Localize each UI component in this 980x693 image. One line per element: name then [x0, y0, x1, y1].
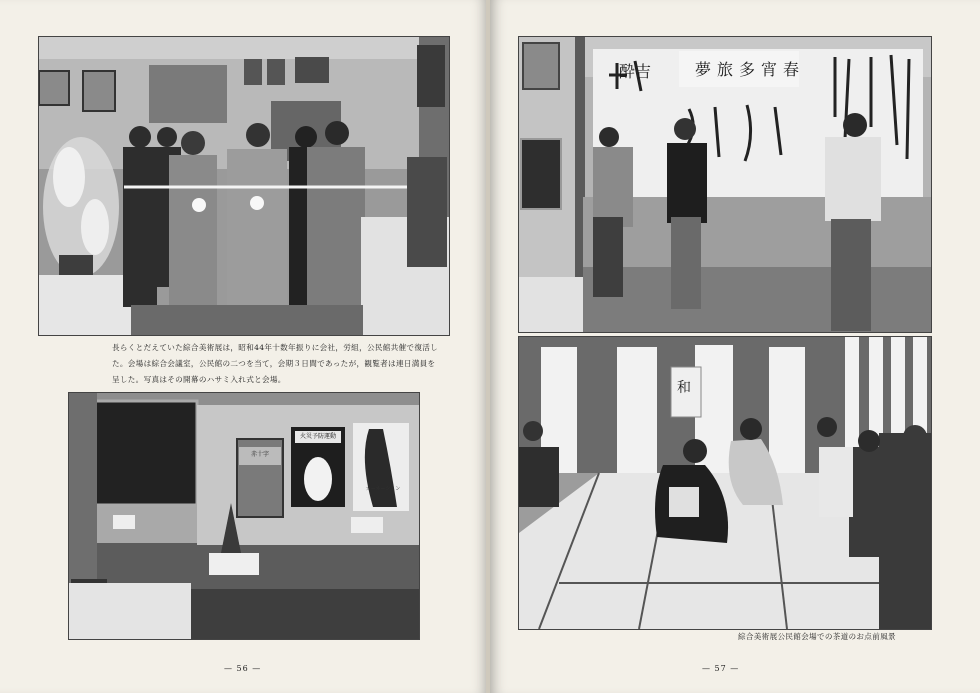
- photo-calligraphy-exhibit: [518, 36, 932, 333]
- poster-text-fire: 火災予防運動: [299, 433, 336, 440]
- page-number-left: — 56 —: [224, 664, 262, 673]
- photo-ribbon-cutting: [38, 36, 450, 336]
- poster-text-carnation: カーネーション: [365, 486, 401, 492]
- photo-exhibition-hall: [68, 392, 420, 640]
- scroll-text: 和: [677, 380, 691, 396]
- calligraphy-text-1: 酔吉: [619, 62, 652, 81]
- left-caption: 長らくとだえていた綜合美術展は，昭和44年十数年振りに会社，労組，公民館共催で復活した。会場は綜合会議室，公民館の二つを当て，会期３日間であったが，観覧者は連日満員を呈した。写真はその開幕のハサミ入れ式と会場。: [112, 343, 439, 384]
- poster-text-redcross: 赤十字: [250, 451, 269, 458]
- right-page: [490, 0, 980, 693]
- photo-tea-ceremony: [518, 336, 932, 630]
- calligraphy-text-2: 夢旅多宵春: [695, 60, 806, 79]
- right-caption: 綜合美術展公民館会場での茶道のお点前風景: [738, 632, 896, 641]
- page-number-right: — 57 —: [702, 664, 740, 673]
- left-page: [0, 0, 488, 693]
